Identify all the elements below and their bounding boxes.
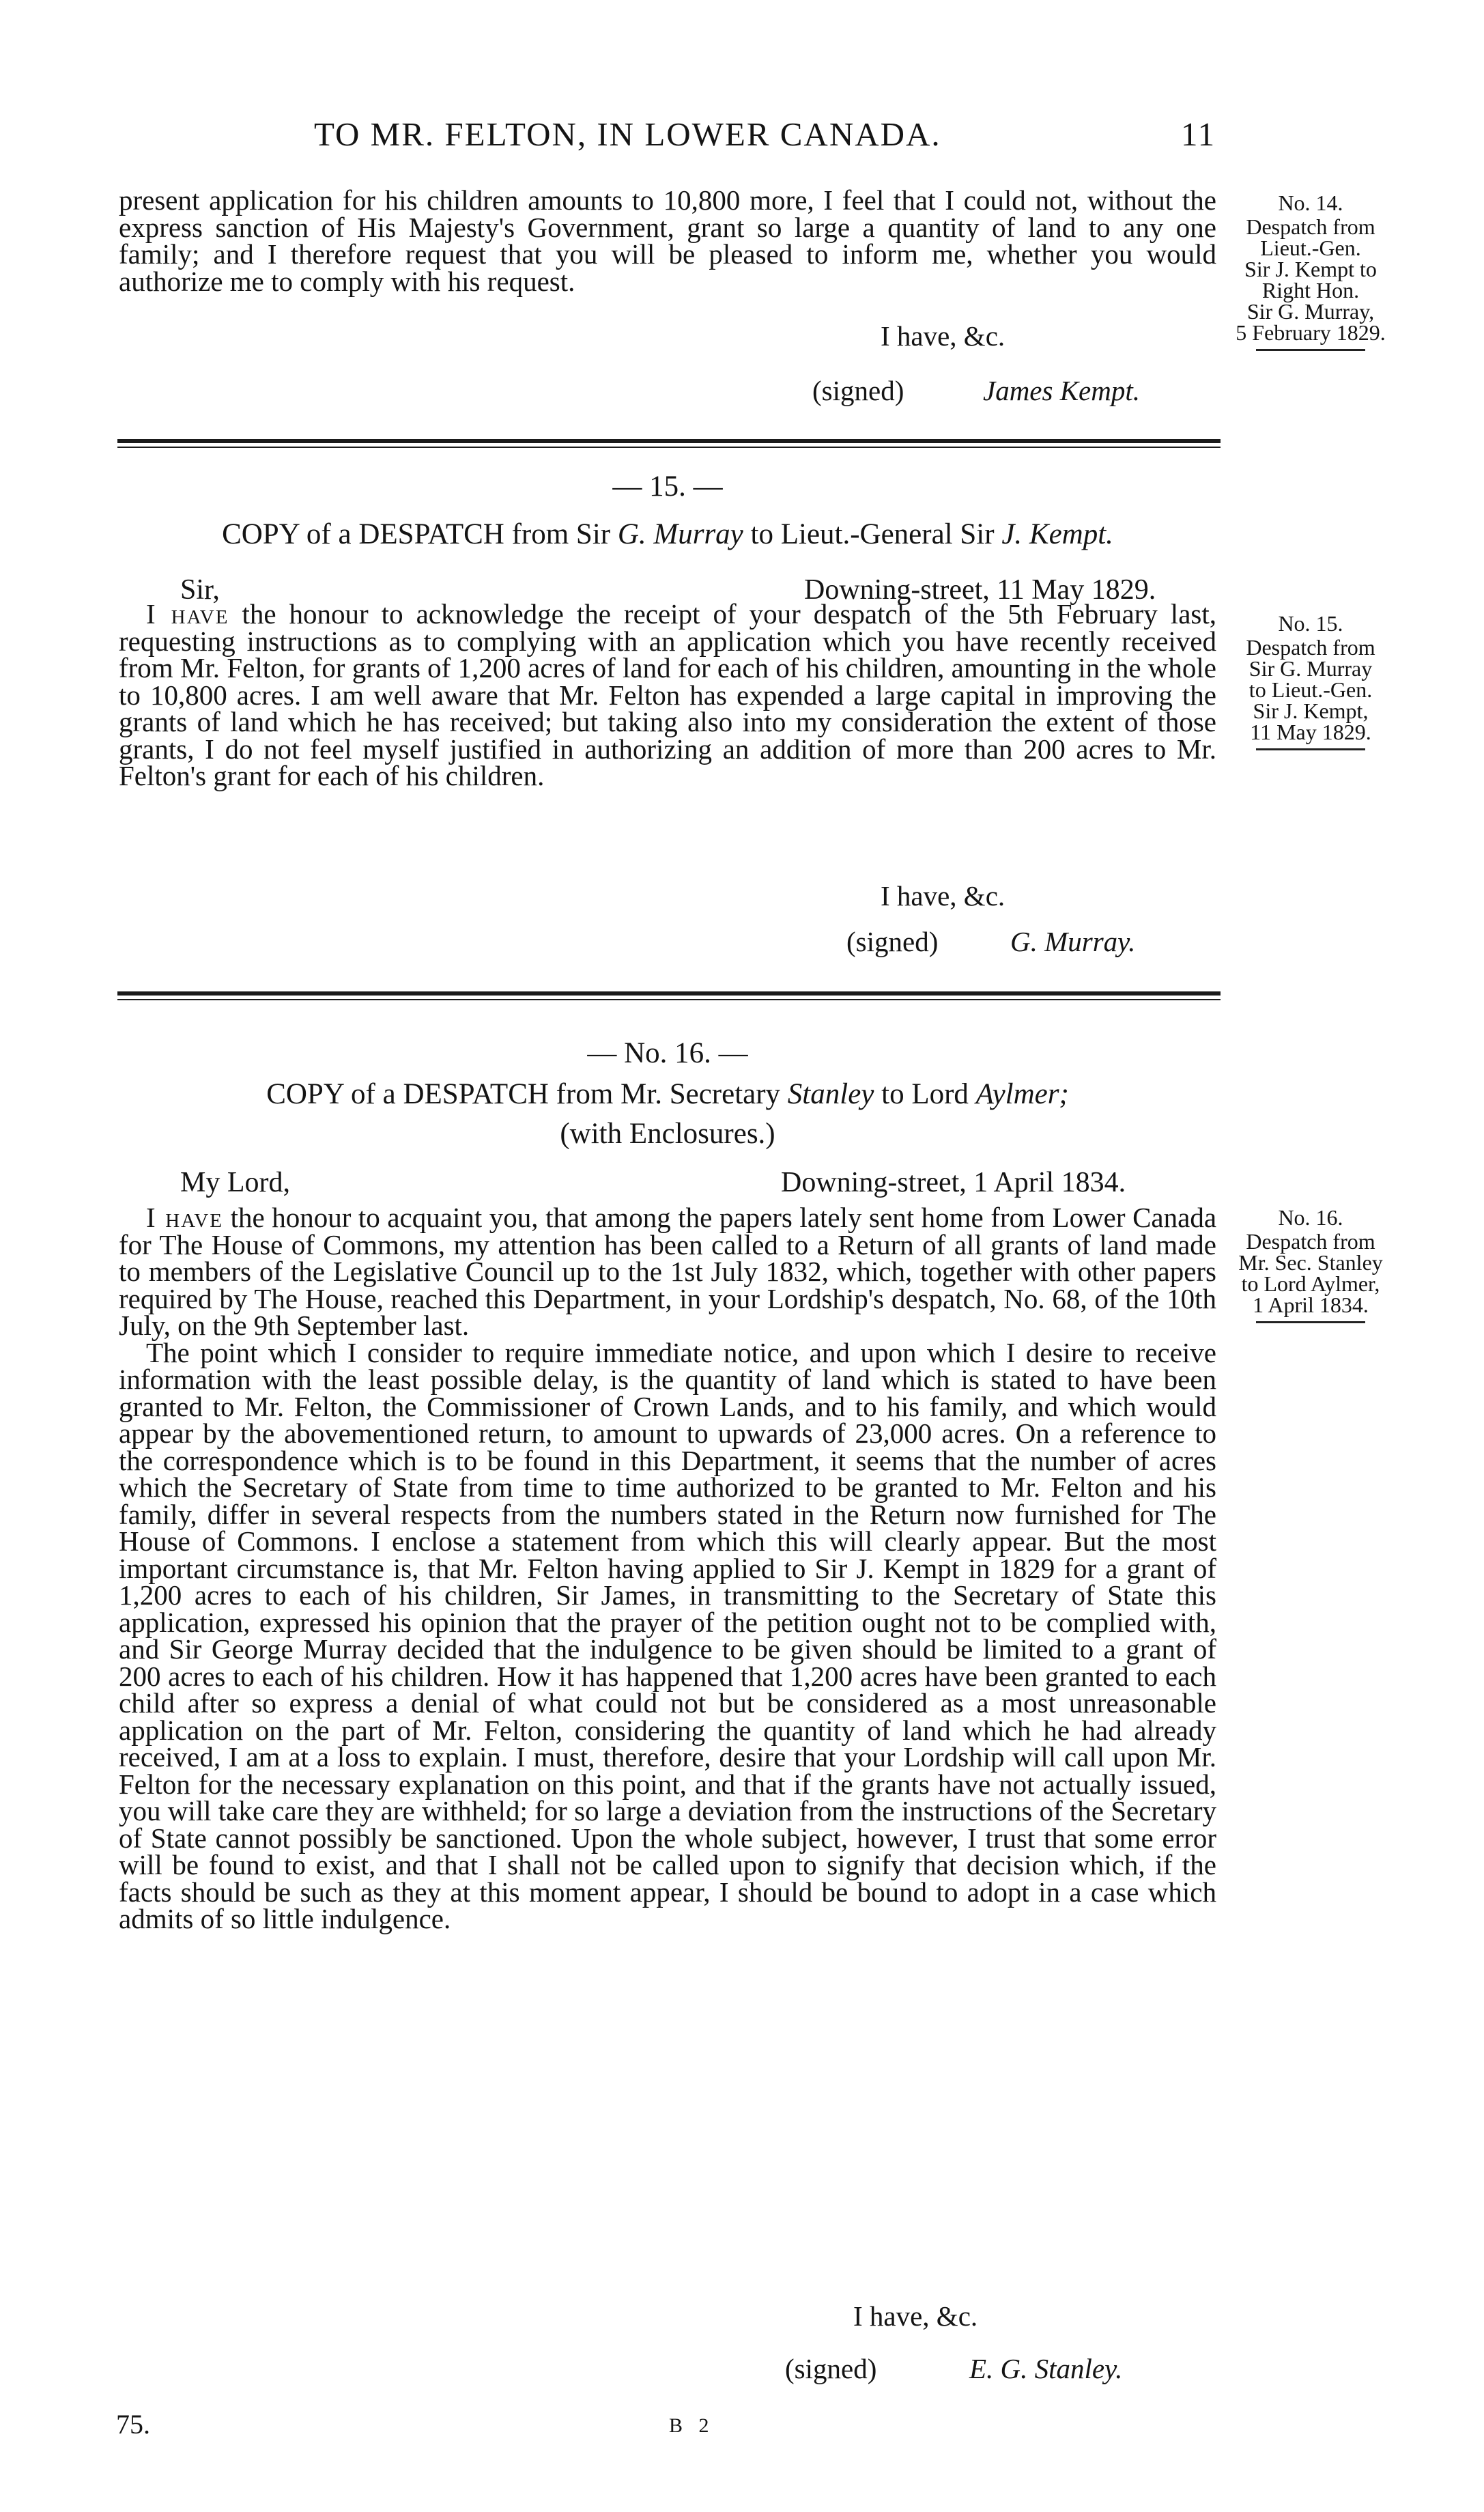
margin-rule — [1256, 748, 1365, 750]
signature-16: E. G. Stanley. — [969, 2353, 1123, 2384]
signature-mark: B 2 — [669, 2414, 715, 2437]
margin-number-15: No. 15. — [1278, 611, 1343, 636]
margin-line: 1 April 1834. — [1253, 1293, 1369, 1317]
signature-15: G. Murray. — [1010, 926, 1136, 957]
margin-note-14 — [1229, 190, 1393, 351]
place-date: Downing-street, 11 May 1829. — [804, 574, 1156, 606]
despatch-16-paragraph-1: I have the honour to acquaint you, that among the papers lately sent home from Lower Canada for The House of Commons, my attention has been called to a Return of all grants of land made to members of the Legislative Council up to the 1st July 1832, which, together with other papers required by The House, reached this Department, in your Lordship's despatch, No. 68, of the 10th July, on the 9th September last. — [119, 1202, 1217, 1341]
section-rule — [117, 999, 1221, 1000]
salutation: My Lord, — [180, 1167, 290, 1198]
margin-note-15 — [1229, 613, 1393, 750]
signed-label-14: (signed) — [812, 375, 904, 406]
despatch-16-body — [119, 1204, 1216, 1933]
margin-line: Sir J. Kempt, — [1253, 698, 1369, 723]
salutation: Sir, — [180, 574, 220, 606]
margin-note-16 — [1229, 1207, 1393, 1323]
margin-line: Right Hon. — [1261, 278, 1360, 302]
margin-number-14: No. 14. — [1278, 190, 1343, 215]
opening-words: I have — [146, 1202, 224, 1233]
continuation-text: present application for his children amounts to 10,800 more, I feel that I could not, without the express sanction of His Majesty's Government, grant so large a quantity of land to any one family; and I therefore request that you will be pleased to inform me, whether you would authorize me to comply with his request. — [119, 184, 1216, 297]
margin-line: to Lord Aylmer, — [1241, 1271, 1380, 1296]
margin-line: Lieut.-Gen. — [1260, 236, 1361, 260]
despatch-15-number: — 15. — — [612, 470, 723, 503]
signed-label-16: (signed) — [785, 2353, 877, 2384]
despatch-15-heading: COPY of a DESPATCH from Sir G. Murray to Lieut.-General Sir J. Kempt. — [222, 518, 1113, 550]
closing-14: I have, &c. — [881, 320, 1005, 352]
margin-line: 11 May 1829. — [1250, 720, 1371, 744]
despatch-16-paragraph-2: The point which I consider to require immediate notice, and upon which I desire to receive information with the least possible delay, is the quantity of land which is stated to have been granted to Mr. Felton, the Commissioner of Crown Lands, and to his family, and which would appear by the abovementioned return, to amount to upwards of 23,000 acres. On a reference to the correspondence which is to be found in this Department, it seems that the number of acres which the Secretary of State from time to time authorized to be granted to Mr. Felton and his family, differ in several respects from the numbers stated in the Return now furnished for The House of Commons. I enclose a statement from which this will clearly appear. But the most important circumstance is, that Mr. Felton having applied to Sir J. Kempt in 1829 for a grant of 1,200 acres to each of his children, Sir James, in transmitting to the Secretary of State this application, expressed his opinion that the prayer of the petition ought not to be complied with, and Sir George Murray decided that the indulgence to be given should be limited to a grant of 200 acres to each of his children. How it has happened that 1,200 acres have been granted to each child after so express a denial of what could not but be considered as a most unreasonable application on the part of Mr. Felton, considering the quantity of land which he had already received, I am at a loss to explain. I must, therefore, desire that your Lordship will call upon Mr. Felton for the necessary explanation on this point, and that if the grants have not actually issued, you will take care they are withheld; for so large a deviation from the instructions of the Secretary of State cannot possibly be sanctioned. Upon the whole subject, however, I trust that some error will be found to exist, and that I shall not be called upon to signify that decision which, if the facts should be such as they at this moment appear, I should be bound to adopt in a case which admits of so little indulgence. — [119, 1336, 1216, 1934]
continuation-paragraph — [119, 184, 1216, 297]
margin-line: Despatch from — [1246, 214, 1375, 239]
margin-line: 5 February 1829. — [1236, 320, 1386, 345]
margin-line: Despatch from — [1246, 1229, 1375, 1254]
opening-words: I have — [146, 598, 229, 630]
despatch-16-number: — No. 16. — — [587, 1037, 748, 1069]
closing-16: I have, &c. — [853, 2300, 978, 2332]
margin-rule — [1256, 1321, 1365, 1323]
despatch-15-body: I have the honour to acknowledge the receipt of your despatch of the 5th February last, requesting instructions as to complying with an application which you have recently received from Mr. Felton, for grants of 1,200 acres of land for each of his children, amounting in the whole to 10,800 acres. I am well aware that Mr. Felton has expended a large capital in improving the grants of land which he has received; but taking also into my consideration the extent of those grants, I do not feel myself justified in authorizing an addition of more than 200 acres to Mr. Felton's grant for each of his children. — [119, 598, 1216, 791]
margin-line: Despatch from — [1246, 635, 1375, 660]
margin-line: Mr. Sec. Stanley — [1238, 1250, 1383, 1275]
section-rule — [117, 447, 1221, 448]
margin-number-16: No. 16. — [1278, 1205, 1343, 1230]
signature-14: James Kempt. — [983, 375, 1141, 406]
section-rule — [117, 439, 1221, 443]
closing-15: I have, &c. — [881, 880, 1005, 912]
page-number: 11 — [1181, 115, 1216, 153]
despatch-16-heading: COPY of a DESPATCH from Mr. Secretary Stanley to Lord Aylmer; — [266, 1078, 1069, 1110]
despatch-16-subheading: (with Enclosures.) — [560, 1118, 775, 1150]
signed-label-15: (signed) — [846, 926, 939, 957]
place-date: Downing-street, 1 April 1834. — [781, 1167, 1126, 1198]
margin-line: Sir G. Murray — [1248, 656, 1373, 681]
section-rule — [117, 991, 1221, 996]
margin-line: Sir G. Murray, — [1246, 299, 1375, 324]
running-head-title: TO MR. FELTON, IN LOWER CANADA. — [314, 115, 941, 153]
margin-rule — [1256, 349, 1365, 351]
margin-line: to Lieut.-Gen. — [1248, 677, 1373, 702]
footer-number: 75. — [116, 2409, 150, 2440]
margin-line: Sir J. Kempt to — [1244, 257, 1377, 281]
